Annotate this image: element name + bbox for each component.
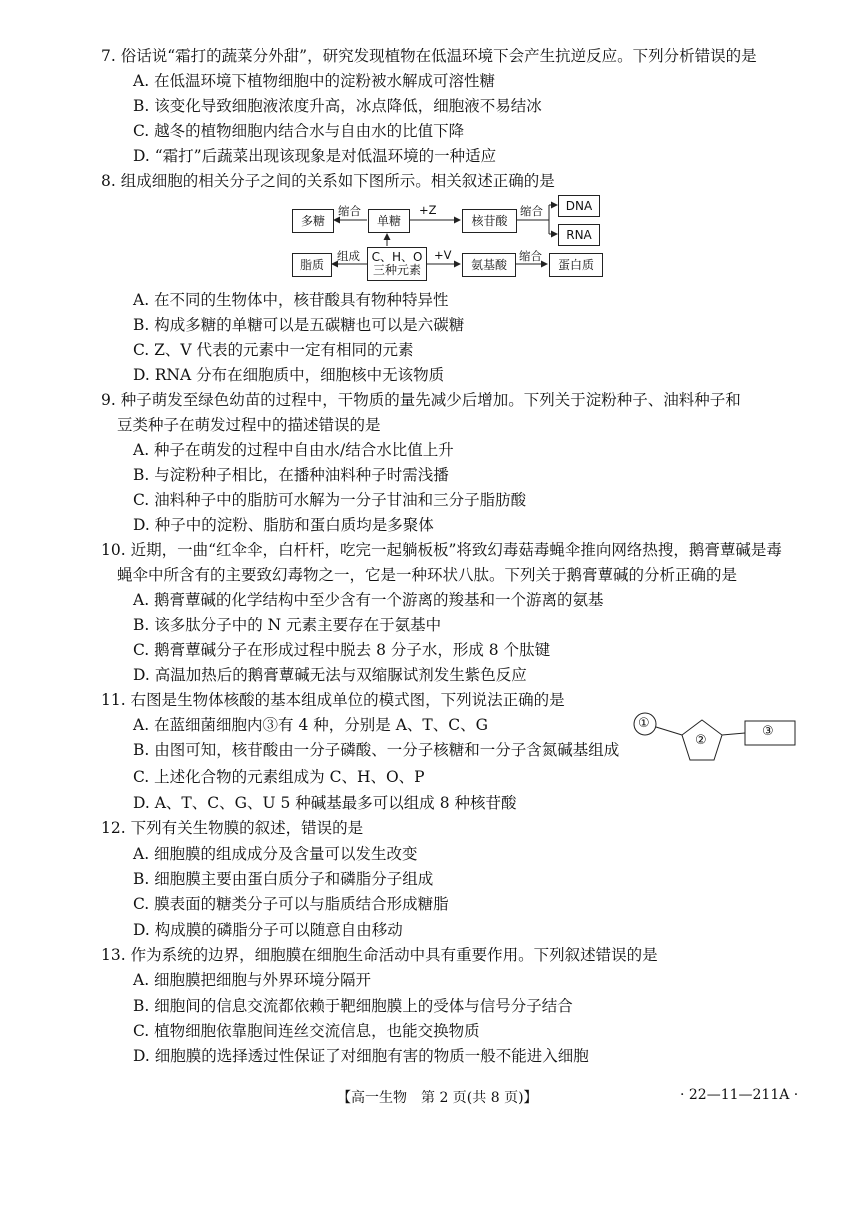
bond-line-2 — [722, 733, 745, 735]
polysaccharide-box: 多糖 — [292, 209, 334, 233]
nucleotide-box: 核苷酸 — [462, 209, 517, 233]
label-condense-3: 缩合 — [519, 249, 542, 263]
q7-option-d: D. “霜打”后蔬菜出现该现象是对低温环境的一种适应 — [133, 147, 497, 165]
rna-box: RNA — [558, 224, 600, 246]
label-condense-1: 缩合 — [338, 204, 361, 218]
label-compose: 组成 — [337, 249, 360, 263]
q9-option-c: C. 油料种子中的脂肪可水解为一分子甘油和三分子脂肪酸 — [133, 491, 527, 509]
q10-option-b: B. 该多肽分子中的 N 元素主要存在于氨基中 — [133, 616, 442, 634]
elements-line2: 三种元素 — [372, 263, 421, 277]
q10-option-a: A. 鹅膏蕈碱的化学结构中至少含有一个游离的羧基和一个游离的氨基 — [133, 591, 604, 609]
q12-option-d: D. 构成膜的磷脂分子可以随意自由移动 — [133, 921, 403, 939]
label-pentose: ② — [695, 733, 707, 748]
amino-acid-box: 氨基酸 — [462, 253, 516, 277]
q9-option-b: B. 与淀粉种子相比，在播种油料种子时需浅播 — [133, 466, 449, 484]
lipid-box: 脂质 — [292, 253, 332, 277]
q13-option-a: A. 细胞膜把细胞与外界环境分隔开 — [133, 971, 372, 989]
q7-stem: 7. 俗话说“霜打的蔬菜分外甜”，研究发现植物在低温环境下会产生抗逆反应。下列分析错误的是 — [101, 47, 757, 65]
elements-line1: C、H、O — [371, 250, 423, 264]
q12-option-c: C. 膜表面的糖类分子可以与脂质结合形成糖脂 — [133, 895, 449, 913]
dna-box: DNA — [558, 195, 600, 217]
q11-option-a: A. 在蓝细菌细胞内③有 4 种，分别是 A、T、C、G — [133, 716, 488, 734]
q10-stem-line1: 10. 近期，一曲“红伞伞，白杆杆，吃完一起躺板板”将致幻毒菇毒蝇伞推向网络热搜，鹅膏蕈碱是毒 — [101, 541, 782, 559]
q8-option-d: D. RNA 分布在细胞质中，细胞核中无该物质 — [133, 366, 445, 384]
q8-option-a: A. 在不同的生物体中，核苷酸具有物种特异性 — [133, 291, 449, 309]
q9-stem-line1: 9. 种子萌发至绿色幼苗的过程中，干物质的量先减少后增加。下列关于淀粉种子、油料种子和 — [101, 391, 741, 409]
q11-stem: 11. 右图是生物体核酸的基本组成单位的模式图，下列说法正确的是 — [101, 691, 565, 709]
q7-option-a: A. 在低温环境下植物细胞中的淀粉被水解成可溶性糖 — [133, 72, 496, 90]
q9-option-d: D. 种子中的淀粉、脂肪和蛋白质均是多聚体 — [133, 516, 434, 534]
q8-option-c: C. Z、V 代表的元素中一定有相同的元素 — [133, 341, 414, 359]
q12-stem: 12. 下列有关生物膜的叙述，错误的是 — [101, 819, 364, 837]
q7-option-b: B. 该变化导致细胞液浓度升高，冰点降低，细胞液不易结冰 — [133, 97, 542, 115]
q10-stem-line2: 蝇伞中所含有的主要致幻毒物之一，它是一种环状八肽。下列关于鹅膏蕈碱的分析正确的是 — [117, 566, 738, 584]
page-label: 【高一生物 第 2 页(共 8 页)】 — [337, 1090, 538, 1106]
q9-option-a: A. 种子在萌发的过程中自由水/结合水比值上升 — [133, 441, 454, 459]
doc-code: · 22—11—211A · — [680, 1087, 799, 1103]
monosaccharide-box: 单糖 — [368, 209, 410, 233]
q13-option-b: B. 细胞间的信息交流都依赖于靶细胞膜上的受体与信号分子结合 — [133, 997, 573, 1015]
bond-line-1 — [656, 727, 682, 735]
q12-option-a: A. 细胞膜的组成成分及含量可以发生改变 — [133, 845, 418, 863]
q13-stem: 13. 作为系统的边界，细胞膜在细胞生命活动中具有重要作用。下列叙述错误的是 — [101, 946, 658, 964]
label-phosphate: ① — [638, 716, 650, 731]
q13-option-c: C. 植物细胞依靠胞间连丝交流信息，也能交换物质 — [133, 1022, 480, 1040]
q10-option-c: C. 鹅膏蕈碱分子在形成过程中脱去 8 分子水，形成 8 个肽键 — [133, 641, 551, 659]
label-z: +Z — [419, 203, 437, 217]
q8-option-b: B. 构成多糖的单糖可以是五碳糖也可以是六碳糖 — [133, 316, 465, 334]
label-v: +V — [434, 248, 452, 262]
q11-option-d: D. A、T、C、G、U 5 种碱基最多可以组成 8 种核苷酸 — [133, 794, 517, 812]
label-base: ③ — [762, 724, 774, 739]
q7-option-c: C. 越冬的植物细胞内结合水与自由水的比值下降 — [133, 122, 465, 140]
label-condense-2: 缩合 — [520, 204, 543, 218]
q11-option-b: B. 由图可知，核苷酸由一分子磷酸、一分子核糖和一分子含氮碱基组成 — [133, 741, 620, 759]
q12-option-b: B. 细胞膜主要由蛋白质分子和磷脂分子组成 — [133, 870, 434, 888]
protein-box: 蛋白质 — [549, 253, 603, 277]
q11-option-c: C. 上述化合物的元素组成为 C、H、O、P — [133, 768, 425, 786]
q9-stem-line2: 豆类种子在萌发过程中的描述错误的是 — [117, 416, 381, 434]
q8-stem: 8. 组成细胞的相关分子之间的关系如下图所示。相关叙述正确的是 — [101, 172, 555, 190]
q13-option-d: D. 细胞膜的选择透过性保证了对细胞有害的物质一般不能进入细胞 — [133, 1047, 589, 1065]
q10-option-d: D. 高温加热后的鹅膏蕈碱无法与双缩脲试剂发生紫色反应 — [133, 666, 527, 684]
